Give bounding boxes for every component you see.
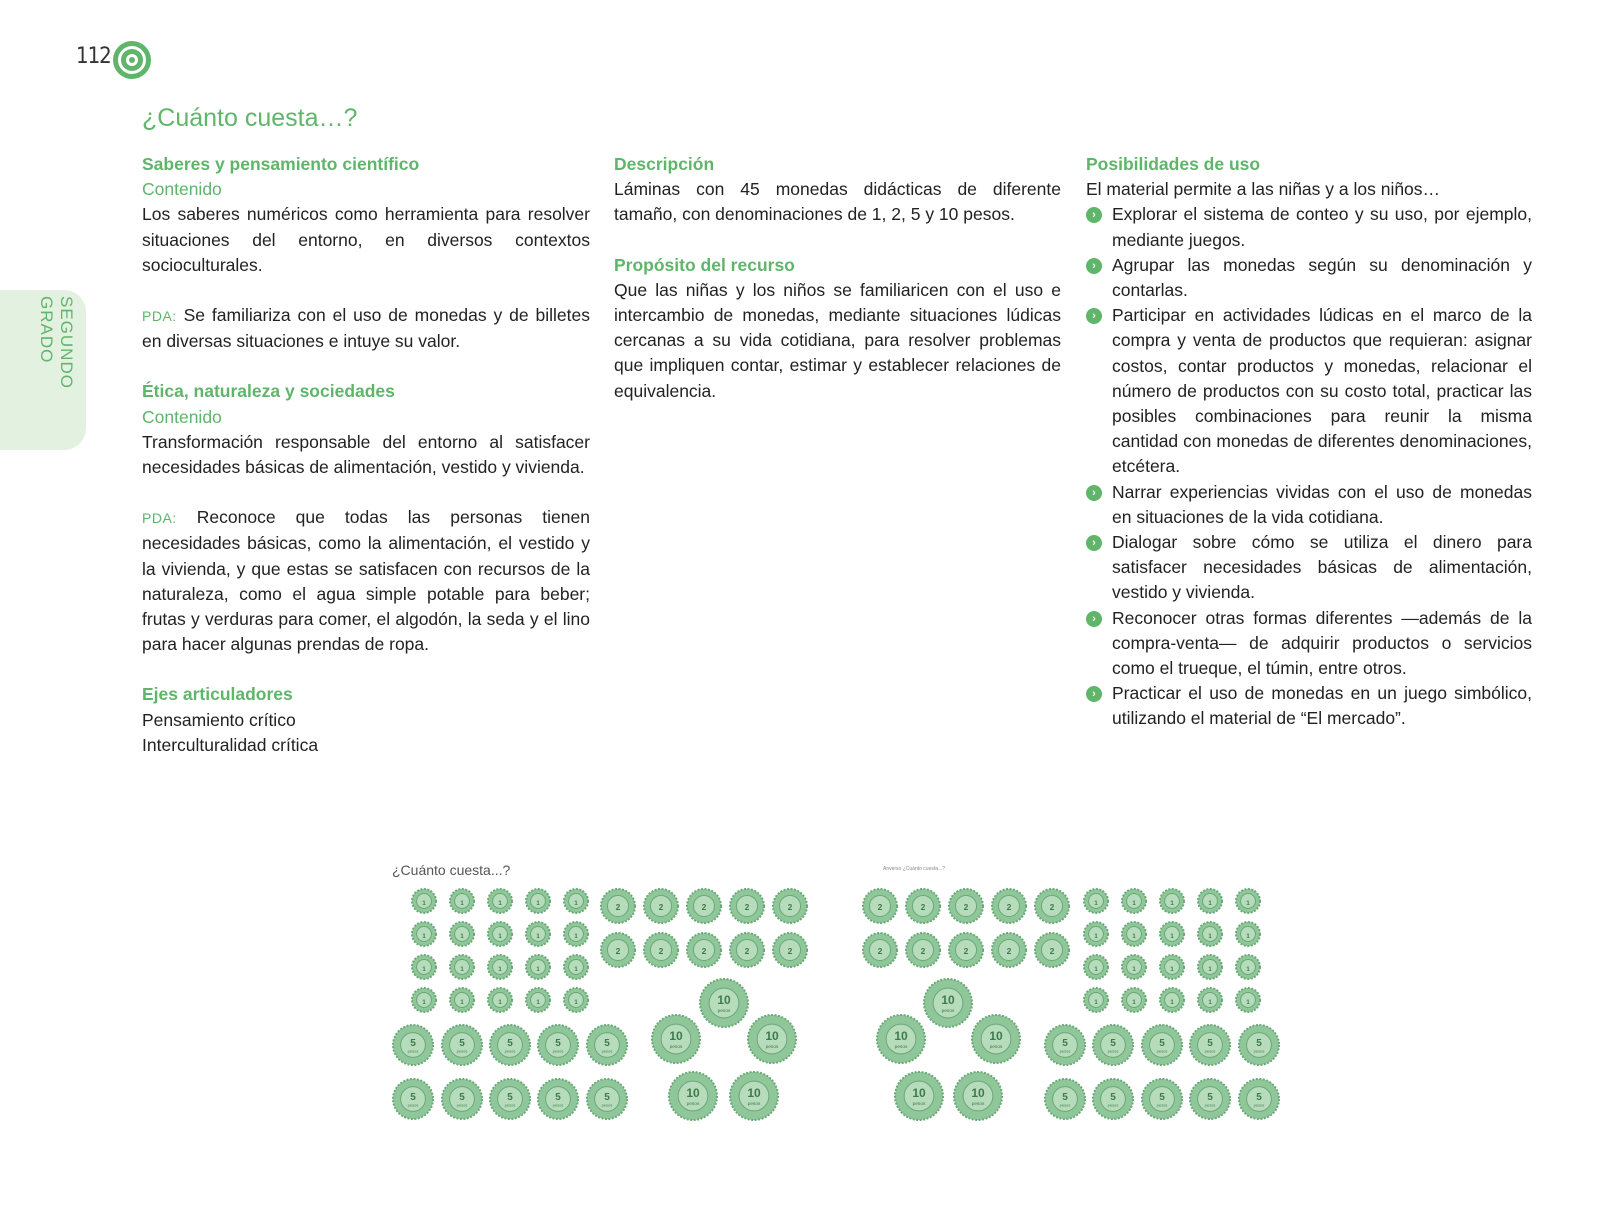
svg-text:1: 1 — [1132, 967, 1136, 973]
coin-1 — [1236, 955, 1260, 979]
svg-text:1: 1 — [574, 967, 578, 973]
coin-5 — [442, 1079, 482, 1119]
coin-10 — [877, 1015, 925, 1063]
coin-5 — [442, 1025, 482, 1065]
svg-text:pesos: pesos — [765, 1045, 779, 1051]
svg-text:pesos: pesos — [894, 1045, 908, 1051]
coin-5 — [1190, 1079, 1230, 1119]
coin-1 — [1198, 955, 1222, 979]
svg-text:pesos: pesos — [912, 1102, 926, 1108]
svg-text:pesos: pesos — [1156, 1048, 1168, 1054]
coin-2 — [906, 933, 940, 967]
coin-2 — [601, 889, 635, 923]
list-item: › Dialogar sobre cómo se utiliza el dinero para satisfacer necesidades básicas de alimentación, vestido y vivienda. — [1086, 530, 1532, 606]
coin-1 — [1122, 889, 1146, 913]
svg-text:1: 1 — [498, 901, 502, 907]
svg-text:2: 2 — [615, 946, 621, 956]
svg-text:pesos: pesos — [552, 1048, 564, 1054]
page-title: ¿Cuánto cuesta…? — [142, 104, 358, 132]
svg-text:pesos: pesos — [747, 1102, 761, 1108]
chevron-right-icon: › — [1086, 485, 1102, 501]
svg-text:10: 10 — [686, 1086, 700, 1100]
list-item: › Narrar experiencias vividas con el uso de monedas en situaciones de la vida cotidiana. — [1086, 480, 1532, 530]
svg-text:1: 1 — [460, 901, 464, 907]
coin-2 — [687, 889, 721, 923]
contenido-text: Los saberes numéricos como herramienta para resolver situaciones del entorno, en diversos contextos socioculturales. — [142, 204, 590, 275]
heading-ejes: Ejes articuladores — [142, 684, 293, 705]
svg-text:10: 10 — [989, 1029, 1003, 1043]
heading-proposito: Propósito del recurso — [614, 254, 795, 275]
coin-1 — [564, 955, 588, 979]
svg-text:1: 1 — [574, 934, 578, 940]
svg-text:5: 5 — [1207, 1038, 1213, 1049]
svg-text:10: 10 — [971, 1086, 985, 1100]
coin-sheet-title: ¿Cuánto cuesta...? — [392, 862, 511, 878]
coin-5 — [587, 1079, 627, 1119]
svg-text:pesos: pesos — [504, 1048, 516, 1054]
coin-1 — [450, 889, 474, 913]
svg-text:1: 1 — [1208, 967, 1212, 973]
svg-text:2: 2 — [1006, 902, 1012, 912]
svg-text:5: 5 — [1159, 1092, 1165, 1103]
coin-1 — [488, 988, 512, 1012]
eje-item: Interculturalidad crítica — [142, 734, 319, 755]
svg-text:1: 1 — [536, 967, 540, 973]
coin-1 — [1236, 889, 1260, 913]
svg-text:1: 1 — [498, 967, 502, 973]
svg-text:2: 2 — [877, 902, 883, 912]
coin-1 — [1084, 988, 1108, 1012]
chevron-right-icon: › — [1086, 686, 1102, 702]
svg-text:2: 2 — [1049, 946, 1055, 956]
svg-text:5: 5 — [604, 1092, 610, 1103]
coin-10 — [652, 1015, 700, 1063]
svg-text:pesos: pesos — [1059, 1048, 1071, 1054]
svg-text:5: 5 — [410, 1092, 416, 1103]
coin-2 — [949, 889, 983, 923]
coin-10 — [700, 979, 748, 1027]
coin-2 — [949, 933, 983, 967]
coin-5 — [1045, 1025, 1085, 1065]
svg-text:2: 2 — [787, 946, 793, 956]
svg-text:5: 5 — [1207, 1092, 1213, 1103]
svg-text:2: 2 — [1006, 946, 1012, 956]
coin-5 — [1093, 1025, 1133, 1065]
svg-text:5: 5 — [1062, 1038, 1068, 1049]
svg-text:2: 2 — [658, 902, 664, 912]
svg-text:10: 10 — [717, 993, 731, 1007]
svg-text:2: 2 — [701, 946, 707, 956]
svg-text:5: 5 — [459, 1038, 465, 1049]
svg-text:1: 1 — [422, 967, 426, 973]
svg-text:pesos: pesos — [1204, 1102, 1216, 1108]
coin-5 — [393, 1025, 433, 1065]
coin-1 — [526, 922, 550, 946]
svg-text:1: 1 — [1132, 934, 1136, 940]
svg-text:pesos: pesos — [1059, 1102, 1071, 1108]
svg-text:pesos: pesos — [941, 1009, 955, 1015]
svg-text:1: 1 — [1170, 967, 1174, 973]
coin-5 — [538, 1079, 578, 1119]
svg-text:5: 5 — [507, 1038, 513, 1049]
coin-5 — [1093, 1079, 1133, 1119]
svg-text:pesos: pesos — [989, 1045, 1003, 1051]
coin-1 — [488, 889, 512, 913]
purpose-text: Que las niñas y los niños se familiaricen con el uso e intercambio de monedas, mediante situaciones lúdicas cercanas a su vida cotidiana, para resolver problemas que impliquen contar, estimar y establecer relaciones de equivalencia. — [614, 279, 1061, 401]
svg-text:2: 2 — [787, 902, 793, 912]
svg-text:5: 5 — [1256, 1038, 1262, 1049]
coin-1 — [412, 988, 436, 1012]
coin-2 — [773, 933, 807, 967]
svg-text:pesos: pesos — [407, 1102, 419, 1108]
svg-text:pesos: pesos — [601, 1102, 613, 1108]
svg-text:2: 2 — [920, 902, 926, 912]
svg-text:5: 5 — [555, 1038, 561, 1049]
coin-1 — [450, 955, 474, 979]
pda-label: PDA: — [142, 308, 177, 325]
coin-1 — [1122, 955, 1146, 979]
coin-1 — [412, 889, 436, 913]
coin-1 — [1084, 922, 1108, 946]
coin-2 — [773, 889, 807, 923]
coin-1 — [1198, 889, 1222, 913]
coin-1 — [488, 955, 512, 979]
svg-text:1: 1 — [1208, 901, 1212, 907]
heading-descripcion: Descripción — [614, 154, 715, 174]
coin-1 — [564, 889, 588, 913]
coin-5 — [1142, 1025, 1182, 1065]
svg-text:1: 1 — [1246, 967, 1250, 973]
svg-text:pesos: pesos — [717, 1009, 731, 1015]
coin-1 — [1084, 889, 1108, 913]
coin-1 — [1198, 922, 1222, 946]
svg-text:pesos: pesos — [456, 1102, 468, 1108]
heading-etica: Ética, naturaleza y sociedades — [142, 381, 395, 402]
svg-text:1: 1 — [498, 1000, 502, 1006]
svg-text:1: 1 — [460, 1000, 464, 1006]
coin-10 — [748, 1015, 796, 1063]
coin-1 — [1236, 922, 1260, 946]
pda-text: Se familiariza con el uso de monedas y de billetes en diversas situaciones e intuye su valor. — [142, 305, 590, 352]
svg-text:1: 1 — [574, 901, 578, 907]
svg-text:1: 1 — [460, 934, 464, 940]
svg-text:pesos: pesos — [971, 1102, 985, 1108]
svg-text:pesos: pesos — [1253, 1048, 1265, 1054]
eje-item: Pensamiento crítico — [142, 709, 296, 730]
coin-1 — [412, 922, 436, 946]
coin-1 — [1122, 922, 1146, 946]
contenido-label: Contenido — [142, 406, 222, 427]
svg-text:pesos: pesos — [1204, 1048, 1216, 1054]
coin-1 — [1236, 988, 1260, 1012]
svg-text:5: 5 — [1062, 1092, 1068, 1103]
svg-text:2: 2 — [658, 946, 664, 956]
coin-2 — [601, 933, 635, 967]
svg-text:10: 10 — [669, 1029, 683, 1043]
coin-2 — [863, 889, 897, 923]
coin-2 — [863, 933, 897, 967]
coin-1 — [1122, 988, 1146, 1012]
svg-text:1: 1 — [1246, 901, 1250, 907]
coin-1 — [488, 922, 512, 946]
svg-text:1: 1 — [1094, 901, 1098, 907]
svg-text:1: 1 — [422, 901, 426, 907]
svg-text:pesos: pesos — [669, 1045, 683, 1051]
svg-text:pesos: pesos — [504, 1102, 516, 1108]
coin-10 — [669, 1072, 717, 1120]
coin-5 — [393, 1079, 433, 1119]
svg-text:2: 2 — [920, 946, 926, 956]
chevron-right-icon: › — [1086, 258, 1102, 274]
svg-text:2: 2 — [744, 902, 750, 912]
list-item: › Practicar el uso de monedas en un juego simbólico, utilizando el material de “El mercado”. — [1086, 681, 1532, 731]
svg-text:5: 5 — [1110, 1092, 1116, 1103]
list-item: › Agrupar las monedas según su denominación y contarlas. — [1086, 253, 1532, 303]
svg-text:1: 1 — [1094, 1000, 1098, 1006]
coin-1 — [526, 889, 550, 913]
coin-5 — [1239, 1025, 1279, 1065]
svg-text:pesos: pesos — [1107, 1102, 1119, 1108]
coin-5 — [587, 1025, 627, 1065]
page-number: 112 — [76, 44, 111, 69]
coin-2 — [1035, 889, 1069, 923]
coin-2 — [906, 889, 940, 923]
svg-text:5: 5 — [507, 1092, 513, 1103]
coin-1 — [564, 988, 588, 1012]
coin-10 — [730, 1072, 778, 1120]
svg-text:5: 5 — [604, 1038, 610, 1049]
svg-text:2: 2 — [1049, 902, 1055, 912]
coin-1 — [1160, 922, 1184, 946]
coin-10 — [954, 1072, 1002, 1120]
svg-text:1: 1 — [1246, 934, 1250, 940]
pda-text: Reconoce que todas las personas tienen necesidades básicas, como la alimentación, el vestido y la vivienda, y que estas se satisfacen con recursos de la naturaleza, como el agua simple potable para beber; frutas y verduras para comer, el algodón, la seda y el lino para hacer algunas prendas de ropa. — [142, 507, 590, 655]
list-item: › Explorar el sistema de conteo y su uso, por ejemplo, mediante juegos. — [1086, 202, 1532, 252]
svg-text:5: 5 — [410, 1038, 416, 1049]
chevron-right-icon: › — [1086, 611, 1102, 627]
svg-text:1: 1 — [1132, 901, 1136, 907]
coin-5 — [490, 1025, 530, 1065]
coin-1 — [526, 988, 550, 1012]
coin-1 — [526, 955, 550, 979]
coin-5 — [1045, 1079, 1085, 1119]
coin-2 — [1035, 933, 1069, 967]
coin-1 — [450, 922, 474, 946]
svg-text:5: 5 — [1256, 1092, 1262, 1103]
coin-1 — [412, 955, 436, 979]
heading-posibilidades: Posibilidades de uso — [1086, 154, 1261, 174]
list-item: › Reconocer otras formas diferentes —además de la compra-venta— de adquirir productos o servicios como el trueque, el túmin, entre otros. — [1086, 606, 1532, 682]
description-text: Láminas con 45 monedas didácticas de diferente tamaño, con denominaciones de 1, 2, 5 y 10 pesos. — [614, 179, 1061, 225]
svg-text:2: 2 — [963, 902, 969, 912]
coin-5 — [1190, 1025, 1230, 1065]
svg-text:1: 1 — [1170, 901, 1174, 907]
coin-1 — [1084, 955, 1108, 979]
svg-text:10: 10 — [941, 993, 955, 1007]
svg-text:10: 10 — [912, 1086, 926, 1100]
coin-5 — [1239, 1079, 1279, 1119]
coin-1 — [450, 988, 474, 1012]
chevron-right-icon: › — [1086, 535, 1102, 551]
svg-text:5: 5 — [1159, 1038, 1165, 1049]
svg-text:10: 10 — [765, 1029, 779, 1043]
list-item: › Participar en actividades lúdicas en el marco de la compra y venta de productos que requieran: asignar costos, contar productos y monedas, relacionar el número de productos con su costo total, practicar las posibles combinaciones para reunir la misma cantidad con monedas de diferentes denominaciones, etcétera. — [1086, 303, 1532, 479]
svg-text:pesos: pesos — [1253, 1102, 1265, 1108]
svg-text:1: 1 — [422, 1000, 426, 1006]
svg-text:1: 1 — [1208, 934, 1212, 940]
svg-text:pesos: pesos — [552, 1102, 564, 1108]
svg-text:2: 2 — [744, 946, 750, 956]
svg-text:10: 10 — [894, 1029, 908, 1043]
svg-text:pesos: pesos — [686, 1102, 700, 1108]
svg-text:1: 1 — [1094, 934, 1098, 940]
contenido-text: Transformación responsable del entorno al satisfacer necesidades básicas de alimentación, vestido y vivienda. — [142, 431, 590, 478]
svg-text:pesos: pesos — [1107, 1048, 1119, 1054]
svg-text:2: 2 — [877, 946, 883, 956]
coin-2 — [730, 933, 764, 967]
coin-2 — [992, 933, 1026, 967]
svg-text:5: 5 — [459, 1092, 465, 1103]
svg-text:1: 1 — [1170, 1000, 1174, 1006]
heading-saberes: Saberes y pensamiento científico — [142, 154, 420, 174]
svg-text:1: 1 — [1094, 967, 1098, 973]
coin-1 — [1160, 889, 1184, 913]
svg-text:1: 1 — [536, 1000, 540, 1006]
coin-2 — [730, 889, 764, 923]
coin-1 — [1160, 988, 1184, 1012]
coin-5 — [1142, 1079, 1182, 1119]
svg-text:2: 2 — [615, 902, 621, 912]
svg-text:5: 5 — [555, 1092, 561, 1103]
coin-2 — [992, 889, 1026, 923]
uses-intro: El material permite a las niñas y a los niños… — [1086, 179, 1441, 200]
coin-10 — [895, 1072, 943, 1120]
coin-1 — [1160, 955, 1184, 979]
svg-text:2: 2 — [963, 946, 969, 956]
svg-text:2: 2 — [701, 902, 707, 912]
contenido-label: Contenido — [142, 179, 222, 200]
chevron-right-icon: › — [1086, 207, 1102, 223]
svg-text:1: 1 — [1246, 1000, 1250, 1006]
svg-text:1: 1 — [536, 934, 540, 940]
pda-label: PDA: — [142, 510, 177, 527]
coin-2 — [644, 933, 678, 967]
coin-2 — [687, 933, 721, 967]
coin-5 — [490, 1079, 530, 1119]
svg-text:1: 1 — [1208, 1000, 1212, 1006]
svg-text:1: 1 — [422, 934, 426, 940]
svg-text:pesos: pesos — [456, 1048, 468, 1054]
svg-text:1: 1 — [460, 967, 464, 973]
coin-1 — [1198, 988, 1222, 1012]
chevron-right-icon: › — [1086, 308, 1102, 324]
coin-5 — [538, 1025, 578, 1065]
svg-text:10: 10 — [747, 1086, 761, 1100]
grade-label: SEGUNDO GRADO — [37, 296, 76, 389]
svg-text:1: 1 — [1170, 934, 1174, 940]
coin-sheet-title-small: Anverso ¿Cuánto cuesta...? — [883, 866, 945, 872]
coin-1 — [564, 922, 588, 946]
svg-text:1: 1 — [574, 1000, 578, 1006]
svg-text:pesos: pesos — [601, 1048, 613, 1054]
svg-text:1: 1 — [1132, 1000, 1136, 1006]
coin-10 — [924, 979, 972, 1027]
coin-10 — [972, 1015, 1020, 1063]
svg-text:pesos: pesos — [1156, 1102, 1168, 1108]
coin-2 — [644, 889, 678, 923]
svg-text:1: 1 — [498, 934, 502, 940]
svg-text:1: 1 — [536, 901, 540, 907]
svg-text:5: 5 — [1110, 1038, 1116, 1049]
svg-text:pesos: pesos — [407, 1048, 419, 1054]
